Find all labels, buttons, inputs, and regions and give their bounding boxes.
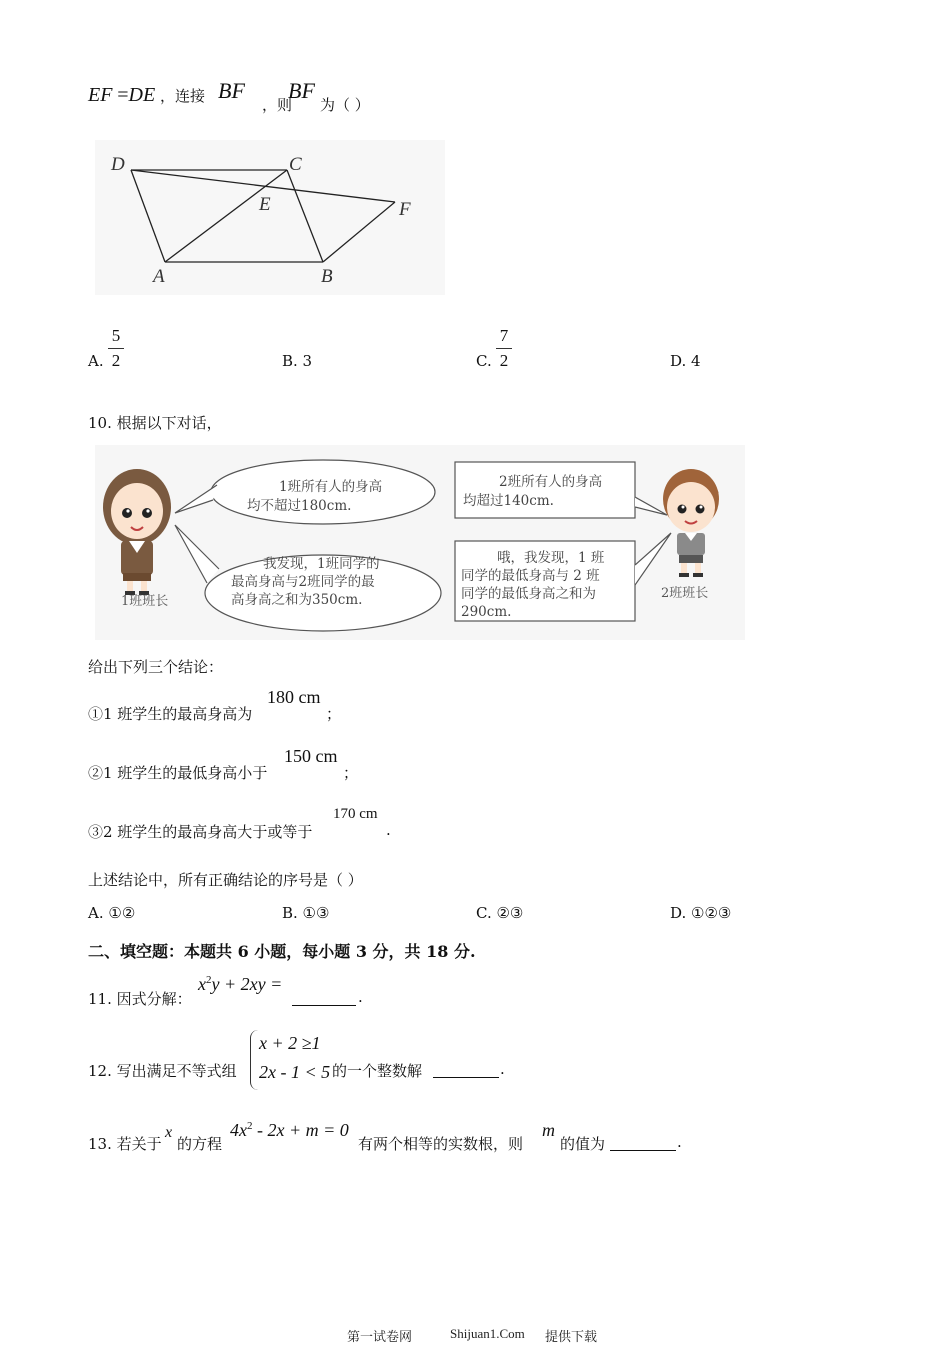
conclusion-1-text: ①1 班学生的最高身高为 bbox=[88, 705, 253, 723]
box2-line4: 290cm. bbox=[461, 604, 512, 620]
conclusion-2-end: ； bbox=[343, 764, 359, 782]
q9-option-a-fraction bbox=[108, 326, 124, 371]
caption-class1-monitor: 1班班长 bbox=[121, 594, 169, 609]
figure-background bbox=[95, 140, 445, 295]
box1-line1: 2班所有人的身高 bbox=[499, 474, 603, 490]
q10-option-b: B. ①③ bbox=[282, 904, 330, 922]
q10-ask: 上述结论中，所有正确结论的序号是（ ） bbox=[88, 871, 363, 889]
q9-option-c-label: C. bbox=[476, 352, 492, 370]
q13-label: 13. 若关于 bbox=[88, 1135, 162, 1153]
q10-option-d: D. ①②③ bbox=[670, 904, 732, 922]
footer-site-name: 第一试卷网 bbox=[347, 1330, 413, 1345]
q13-equation bbox=[230, 1120, 349, 1141]
q13-x: x bbox=[165, 1124, 173, 1141]
bubble2-line2: 最高身高与2班同学的最 bbox=[231, 574, 375, 590]
caption-class2-monitor: 2班班长 bbox=[661, 586, 709, 601]
fraction-numerator: 5 bbox=[111, 326, 121, 345]
q13-end: . bbox=[677, 1133, 682, 1151]
footer-download: 提供下载 bbox=[545, 1330, 598, 1345]
text-is: 为（ ） bbox=[320, 96, 370, 114]
text-then: ，则 bbox=[262, 96, 293, 114]
fraction-denominator: 2 bbox=[499, 351, 509, 370]
q9-option-b: B. 3 bbox=[282, 352, 313, 370]
bubble2-line1: 我发现，1班同学的 bbox=[263, 556, 380, 572]
q13-eq-a: 4x bbox=[230, 1120, 247, 1140]
q9-option-a-label: A. bbox=[88, 352, 104, 370]
conclusion-2-value: 150 cm bbox=[284, 746, 338, 766]
fraction-numerator: 7 bbox=[499, 326, 509, 345]
q12-end: . bbox=[500, 1060, 505, 1078]
box2-line3: 同学的最低身高之和为 bbox=[461, 586, 596, 602]
q12-inequality-1: x + 2 ≥1 bbox=[259, 1033, 321, 1053]
bubble1-line1: 1班所有人的身高 bbox=[279, 479, 383, 495]
q11-exponent: 2 bbox=[206, 974, 212, 986]
footer-site-url[interactable]: Shijuan1.Com bbox=[450, 1326, 525, 1341]
eq-lhs: EF bbox=[88, 84, 113, 106]
q11-expression bbox=[198, 974, 282, 995]
fraction-denominator: 2 bbox=[111, 351, 121, 370]
q9-option-d: D. 4 bbox=[670, 352, 701, 370]
label-d: D bbox=[111, 154, 125, 175]
q11-end: . bbox=[358, 988, 363, 1006]
math-bf-2: BF bbox=[288, 78, 315, 103]
label-e: E bbox=[259, 194, 271, 215]
q13-exponent: 2 bbox=[247, 1120, 253, 1132]
conclusion-1-value: 180 cm bbox=[267, 687, 321, 707]
label-f: F bbox=[399, 199, 411, 220]
q11-rest: y + 2xy = bbox=[211, 974, 283, 994]
dialogue-graphics bbox=[95, 445, 745, 640]
q13-text-value: 的值为 bbox=[560, 1135, 606, 1153]
q11-x: x bbox=[198, 974, 206, 994]
q9-tail-line bbox=[88, 84, 205, 107]
q12-inequality-2: 2x - 1 < 5 bbox=[259, 1062, 331, 1082]
q13-eq-b: - 2x + m = 0 bbox=[252, 1120, 349, 1140]
label-a: A bbox=[153, 266, 165, 287]
math-bf-1: BF bbox=[218, 78, 245, 103]
q13-text-equation: 的方程 bbox=[177, 1135, 223, 1153]
text-connect: ，连接 bbox=[159, 87, 205, 105]
box2-line1: 哦，我发现，1 班 bbox=[497, 550, 605, 566]
q12-after: 的一个整数解 bbox=[332, 1062, 423, 1080]
label-b: B bbox=[321, 266, 333, 287]
label-c: C bbox=[289, 154, 302, 175]
dialogue-illustration bbox=[95, 445, 745, 640]
geometry-figure bbox=[95, 140, 445, 295]
q10-option-c: C. ②③ bbox=[476, 904, 524, 922]
bubble1-line2: 均不超过180cm. bbox=[247, 498, 352, 514]
q10-intro: 给出下列三个结论： bbox=[88, 658, 224, 676]
q10-option-a: A. ①② bbox=[88, 904, 136, 922]
q12-answer-blank[interactable] bbox=[433, 1060, 499, 1078]
q9-option-c-fraction bbox=[496, 326, 512, 371]
conclusion-3-text: ③2 班学生的最高身高大于或等于 bbox=[88, 823, 313, 841]
conclusion-3-end: . bbox=[386, 821, 391, 839]
eq-rhs: DE bbox=[128, 84, 156, 106]
q13-m: m bbox=[542, 1120, 555, 1140]
q10-stem: 10. 根据以下对话， bbox=[88, 414, 222, 432]
q11-label: 11. 因式分解： bbox=[88, 990, 192, 1008]
conclusion-3-value: 170 cm bbox=[333, 806, 378, 822]
eq-sign: = bbox=[117, 84, 129, 106]
bubble2-line3: 高身高之和为350cm. bbox=[231, 592, 363, 608]
conclusion-1-end: ； bbox=[326, 705, 342, 723]
box2-line2: 同学的最低身高与 2 班 bbox=[461, 568, 600, 584]
q11-answer-blank[interactable] bbox=[292, 988, 356, 1006]
box1-line2: 均超过140cm. bbox=[463, 493, 554, 509]
conclusion-2-text: ②1 班学生的最低身高小于 bbox=[88, 764, 268, 782]
q13-answer-blank[interactable] bbox=[610, 1133, 676, 1151]
q13-text-roots: 有两个相等的实数根，则 bbox=[358, 1135, 524, 1153]
q12-brace bbox=[250, 1030, 259, 1090]
q12-label: 12. 写出满足不等式组 bbox=[88, 1062, 237, 1080]
section-2-title: 二、填空题：本题共 6 小题，每小题 3 分，共 18 分. bbox=[88, 942, 476, 961]
